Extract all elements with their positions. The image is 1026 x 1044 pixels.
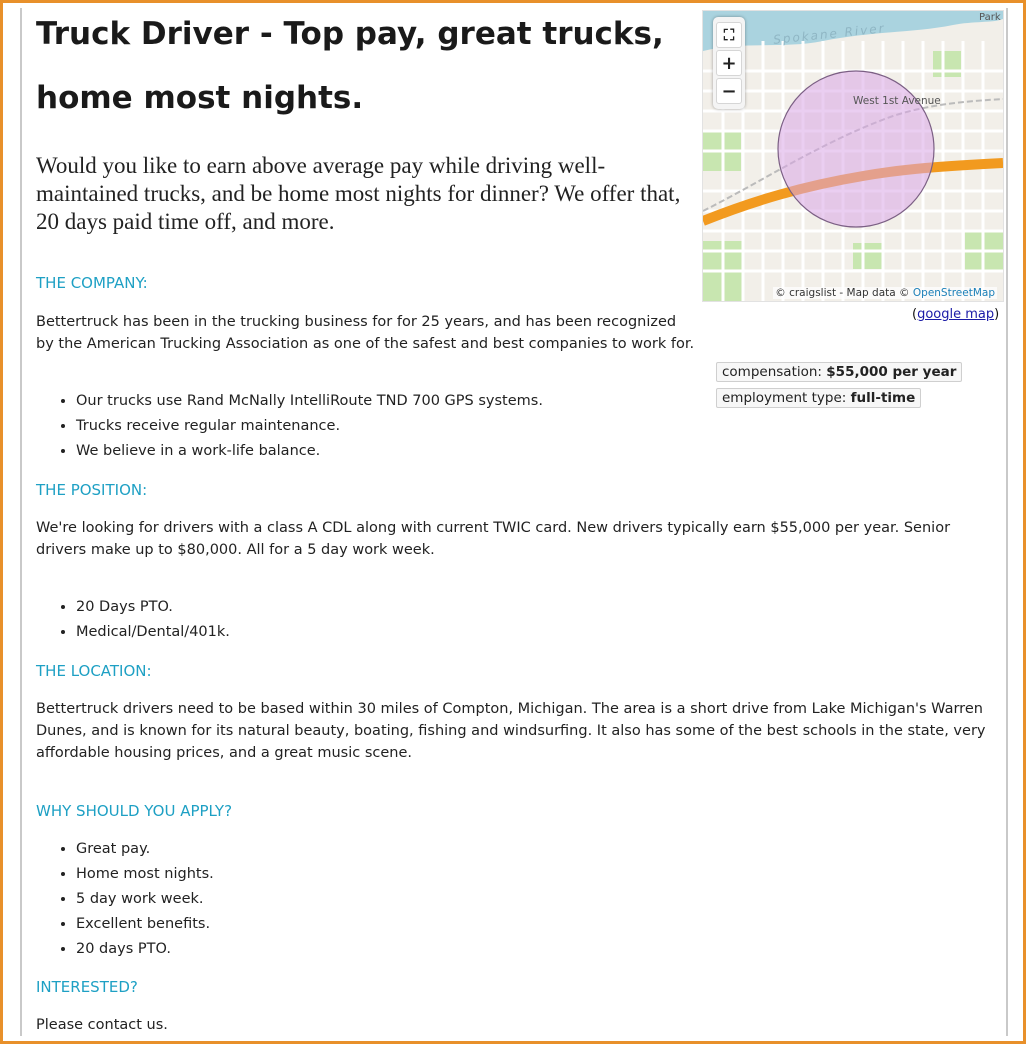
river-label: Spokane River	[772, 21, 887, 47]
list-item: • Home most nights.	[76, 862, 214, 887]
interested-paragraph: Please contact us.	[36, 1017, 168, 1033]
compensation-attribute	[716, 362, 962, 382]
list-item: • Trucks receive regular maintenance.	[76, 414, 543, 439]
park-shape	[933, 51, 961, 77]
compensation-value: $55,000 per year	[826, 364, 957, 380]
company-bullet-list	[36, 389, 543, 464]
map-tiles	[703, 11, 1003, 301]
company-paragraph: Bettertruck has been in the trucking business for for 25 years, and has been recognized by the American Trucking Association as one of the safest and best companies to work for.	[36, 314, 695, 352]
map-controls	[713, 17, 745, 109]
openstreetmap-link[interactable]: OpenStreetMap	[912, 287, 995, 299]
list-item: • 20 Days PTO.	[76, 595, 230, 620]
posting-title: Truck Driver - Top pay, great trucks, home most nights.	[36, 16, 664, 116]
street-label: West 1st Avenue	[853, 95, 941, 107]
google-map-paren-open: (	[912, 307, 918, 322]
section-heading-why-apply: WHY SHOULD YOU APPLY?	[36, 802, 233, 820]
zoom-in-button[interactable]: +	[716, 50, 742, 76]
google-map-link[interactable]: google map	[917, 307, 995, 322]
list-item: • Great pay.	[76, 837, 214, 862]
why-apply-bullet-list	[36, 837, 214, 962]
google-map-link-wrapper	[912, 307, 999, 322]
section-heading-location: THE LOCATION:	[36, 662, 152, 680]
position-paragraph: We're looking for drivers with a class A CDL along with current TWIC card. New drivers typically earn $55,000 per year. Senior drivers make up to $80,000. All for a 5 day work week.	[36, 520, 951, 558]
section-heading-position: THE POSITION:	[36, 481, 148, 499]
list-item: • Medical/Dental/401k.	[76, 620, 230, 645]
map-attribution-text: © craigslist - Map data ©	[775, 287, 910, 299]
google-map-paren-close: )	[994, 307, 1000, 322]
zoom-out-button[interactable]: −	[716, 78, 742, 104]
left-border-rule	[20, 8, 22, 1036]
list-item: • 5 day work week.	[76, 887, 214, 912]
posting-lede: Would you like to earn above average pay while driving well-maintained trucks, and be home most nights for dinner? We offer that, 20 days paid time off, and more.	[36, 153, 681, 234]
park-shape	[853, 243, 883, 269]
employment-type-attribute	[716, 388, 921, 408]
park-label: Park	[979, 12, 1001, 23]
list-item: • 20 days PTO.	[76, 937, 214, 962]
right-border-rule	[1006, 8, 1008, 1036]
position-bullet-list	[36, 595, 230, 645]
employment-type-label: employment type:	[722, 390, 851, 406]
section-heading-interested: INTERESTED?	[36, 978, 138, 996]
list-item: • Excellent benefits.	[76, 912, 214, 937]
list-item: • We believe in a work-life balance.	[76, 439, 543, 464]
location-paragraph: Bettertruck drivers need to be based within 30 miles of Compton, Michigan. The area is a short drive from Lake Michigan's Warren Dunes, and is known for its natural beauty, boating, fishing and windsurfing. It also has some of the best schools in the state, very affordable housing prices, and a great music scene.	[36, 701, 986, 761]
section-heading-company: THE COMPANY:	[36, 274, 148, 292]
compensation-label: compensation:	[722, 364, 827, 380]
employment-type-value: full-time	[850, 390, 916, 406]
list-item: • Our trucks use Rand McNally IntelliRoute TND 700 GPS systems.	[76, 389, 543, 414]
location-map[interactable]	[702, 10, 1004, 302]
fullscreen-button[interactable]: ⛶	[716, 22, 742, 48]
map-attribution	[773, 287, 997, 299]
